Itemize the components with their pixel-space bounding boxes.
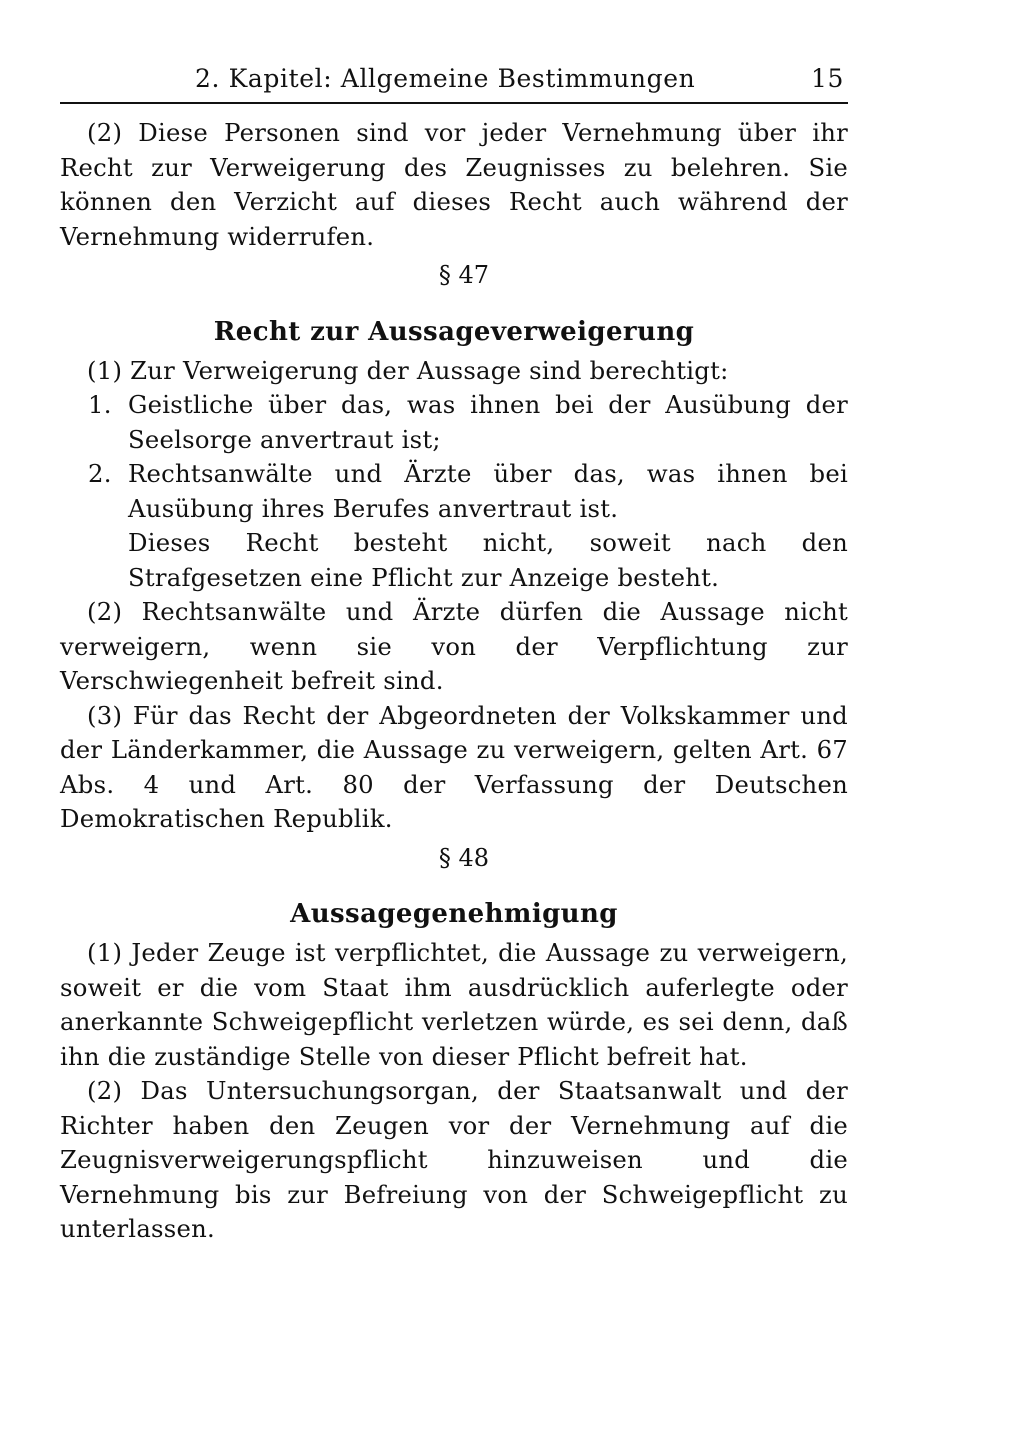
chapter-title: 2. Kapitel: Allgemeine Bestimmungen [195, 64, 696, 93]
section-47-title: Recht zur Aussageverweigerung [213, 316, 695, 347]
section-47-number: § 47 [438, 261, 490, 289]
header-rule [60, 102, 848, 104]
previous-section-paragraph-2: (2) Diese Personen sind vor jeder Vernehmung über ihr Recht zur Verweigerung des Zeugnisses zu belehren. Sie können den Verzicht auf dieses Recht auch während der Vernehmung widerrufen. [60, 118, 848, 251]
section-47-paragraph-1: (1) Zur Verweigerung der Aussage sind berechtigt: [87, 355, 729, 385]
list-item-text: Rechtsanwälte und Ärzte über das, was ihnen bei Ausübung ihres Berufes anvertraut ist. [128, 459, 848, 523]
section-47-list-item-2 [60, 457, 848, 526]
running-head [60, 62, 848, 102]
section-47-paragraph-2: (2) Rechtsanwälte und Ärzte dürfen die Aussage nicht verweigern, wenn sie von der Verpflichtung zur Verschwiegenheit befreit sind. [60, 597, 848, 696]
book-page [60, 62, 848, 1247]
section-47-item-note: Dieses Recht besteht nicht, soweit nach den Strafgesetzen eine Pflicht zur Anzeige besteht. [128, 528, 848, 592]
section-47 [60, 258, 848, 837]
list-item-number: 1. [88, 390, 112, 420]
section-48-paragraph-2: (2) Das Untersuchungsorgan, der Staatsanwalt und der Richter haben den Zeugen vor der Vernehmung auf die Zeugnisverweigerungspflicht hinzuweisen und die Vernehmung bis zur Befreiung von der Schweigepflicht zu unterlassen. [60, 1076, 848, 1244]
section-48 [60, 841, 848, 1247]
list-item-text: Geistliche über das, was ihnen bei der Ausübung der Seelsorge anvertraut ist; [128, 390, 848, 454]
section-47-list-item-1 [60, 388, 848, 457]
section-48-paragraph-1: (1) Jeder Zeuge ist verpflichtet, die Aussage zu verweigern, soweit er die vom Staat ihm ausdrücklich auferlegte oder anerkannte Schweigepflicht verletzen würde, es sei denn, daß ihn die zuständige Stelle von dieser Pflicht befreit hat. [60, 938, 848, 1071]
section-47-paragraph-3: (3) Für das Recht der Abgeordneten der Volkskammer und der Länderkammer, die Aussage zu verweigern, gelten Art. 67 Abs. 4 und Art. 80 der Verfassung der Deutschen Demokratischen Republik. [60, 700, 848, 834]
section-48-number: § 48 [438, 843, 490, 872]
page-number: 15 [810, 64, 844, 93]
section-48-title: Aussagegenehmigung [290, 899, 618, 930]
list-item-number: 2. [88, 459, 112, 489]
